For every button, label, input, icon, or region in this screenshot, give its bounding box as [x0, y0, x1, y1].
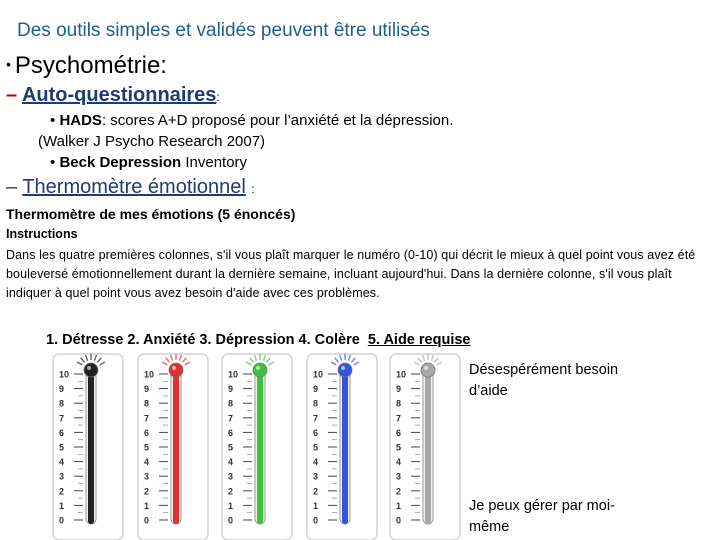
tick-label: 2	[396, 486, 402, 497]
tick-label: 9	[59, 384, 65, 395]
tick-label: 1	[313, 500, 319, 511]
tick-label: 3	[144, 471, 150, 482]
thermometer-bulb	[338, 363, 352, 377]
bullet: •	[50, 154, 56, 171]
col-depression: 3. Dépression	[199, 332, 295, 348]
tick-label: 10	[313, 369, 324, 380]
tick-label: 1	[228, 500, 234, 511]
bullet: •	[6, 56, 11, 72]
tick-label: 4	[228, 457, 234, 468]
thermometer-column	[88, 372, 94, 524]
thermometer-colere	[307, 354, 377, 540]
thermometer-bulb	[421, 363, 435, 377]
tick-label: 10	[144, 369, 155, 380]
col-aide: 5. Aide requise	[367, 332, 471, 348]
beck-rest: Inventory	[181, 154, 248, 171]
thermometer-column	[342, 372, 348, 524]
subheading: Thermomètre de mes émotions (5 énoncés)	[6, 206, 296, 222]
instructions-text: Dans les quatre premières colonnes, s'il vous plaît marquer le numéro (0-10) qui décrit le mieux à quel point vous avez été bouleversé émotionnellement durant la dernière semaine, incluant aujourd'hui. Dans la dernière colonne, s'il vous plaît indiquer à quel point vous avez besoin d'aide avec ces problèmes.	[6, 248, 696, 300]
psychometrie-heading	[6, 52, 167, 80]
scale-bottom-label: Je peux gérer par moi-même	[469, 498, 615, 535]
thermometer-bulb	[253, 363, 267, 377]
thermometer-bulb	[84, 363, 98, 377]
tick-label: 4	[144, 457, 150, 468]
tick-label: 9	[144, 384, 150, 395]
auto-questionnaires-label: Auto-questionnaires	[21, 84, 217, 106]
tick-label: 8	[313, 398, 319, 409]
tick-label: 5	[396, 442, 402, 453]
tick-label: 9	[396, 384, 402, 395]
tick-label: 9	[228, 384, 234, 395]
tick-label: 2	[313, 486, 319, 497]
hads-item	[50, 112, 453, 129]
bulb-highlight	[172, 366, 176, 370]
tick-label: 0	[228, 515, 234, 526]
tick-label: 6	[228, 427, 234, 438]
tick-label: 6	[59, 427, 65, 438]
hads-description: : scores A+D proposé pour l’anxiété et la dépression.	[101, 112, 454, 129]
thermometer-column	[173, 372, 179, 524]
dash: –	[6, 84, 18, 106]
colon: :	[251, 182, 255, 196]
tick-label: 6	[313, 427, 319, 438]
tick-label: 10	[228, 369, 239, 380]
tick-label: 7	[228, 413, 234, 424]
tick-label: 10	[59, 369, 70, 380]
tick-label: 7	[59, 413, 65, 424]
tick-label: 7	[144, 413, 150, 424]
tick-label: 7	[396, 413, 402, 424]
thermometer-aide	[390, 354, 460, 540]
dash: –	[6, 176, 18, 198]
tick-label: 0	[59, 515, 65, 526]
thermometers-figure	[50, 352, 470, 540]
tick-label: 8	[144, 398, 150, 409]
colon: :	[216, 90, 220, 104]
tick-label: 1	[396, 500, 402, 511]
thermometer-anxiete	[138, 354, 208, 540]
tick-label: 10	[396, 369, 407, 380]
bulb-highlight	[256, 366, 260, 370]
thermometer-depression	[222, 354, 292, 540]
tick-label: 8	[228, 398, 234, 409]
tick-label: 9	[313, 384, 319, 395]
hads-label: HADS	[59, 112, 102, 129]
tick-label: 5	[144, 442, 150, 453]
tick-label: 0	[144, 515, 150, 526]
walker-reference: (Walker J Psycho Research 2007)	[38, 133, 266, 150]
tick-label: 6	[396, 427, 402, 438]
tick-label: 0	[313, 515, 319, 526]
tick-label: 4	[59, 457, 65, 468]
bulb-highlight	[424, 366, 428, 370]
col-colere: 4. Colère	[298, 332, 360, 348]
tick-label: 5	[313, 442, 319, 453]
tick-label: 4	[396, 457, 402, 468]
tick-label: 2	[59, 486, 65, 497]
slide-title: Des outils simples et validés peuvent être utilisés	[17, 20, 430, 41]
thermometer-bulb	[169, 363, 183, 377]
instructions-title: Instructions	[6, 227, 78, 241]
tick-label: 5	[228, 442, 234, 453]
tick-label: 8	[396, 398, 402, 409]
bulb-highlight	[87, 366, 91, 370]
psychometrie-label: Psychométrie:	[14, 52, 167, 79]
thermometer-column	[257, 372, 263, 524]
bulb-highlight	[341, 366, 345, 370]
tick-label: 7	[313, 413, 319, 424]
tick-label: 1	[144, 500, 150, 511]
beck-label: Beck Depression	[59, 154, 182, 171]
auto-questionnaires-heading	[6, 84, 220, 107]
tick-label: 3	[228, 471, 234, 482]
tick-label: 6	[144, 427, 150, 438]
tick-label: 3	[313, 471, 319, 482]
thermometre-label: Thermomètre émotionnel	[22, 176, 246, 198]
thermometer-detresse	[53, 354, 123, 540]
tick-label: 3	[59, 471, 65, 482]
beck-item	[50, 154, 247, 171]
tick-label: 8	[59, 398, 65, 409]
tick-label: 3	[396, 471, 402, 482]
scale-top-label: Désespérément besoin d’aide	[469, 362, 619, 399]
tick-label: 2	[228, 486, 234, 497]
thermometer-column	[425, 372, 431, 524]
thermometre-heading	[6, 176, 255, 199]
bullet: •	[50, 112, 56, 129]
col-detresse: 1. Détresse	[46, 332, 124, 348]
col-anxiete: 2. Anxiété	[127, 332, 196, 348]
tick-label: 2	[144, 486, 150, 497]
tick-label: 4	[313, 457, 319, 468]
tick-label: 1	[59, 500, 65, 511]
tick-label: 5	[59, 442, 65, 453]
tick-label: 0	[396, 515, 402, 526]
column-headers	[46, 332, 470, 348]
